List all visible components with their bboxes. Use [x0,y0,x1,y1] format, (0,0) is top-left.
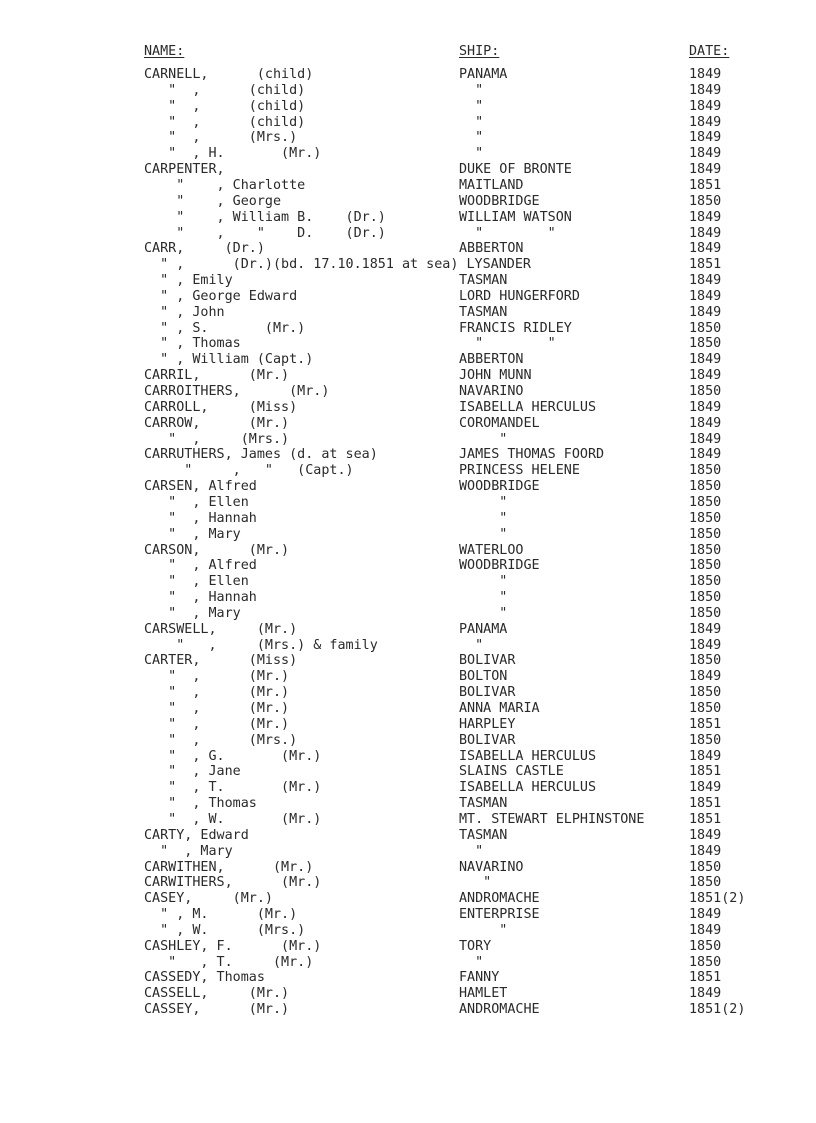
arrival-date: 1850 [689,875,722,891]
list-row [0,796,816,812]
arrival-date: 1849 [689,304,722,320]
ship-name: ANNA MARIA [459,701,540,716]
ship-name: MT. STEWART ELPHINSTONE [459,811,645,827]
list-row [0,447,816,463]
arrival-date: 1849 [689,986,722,1002]
ship-name: BOLIVAR [459,653,516,669]
passenger-name: CARPENTER, [144,162,225,178]
passenger-name: CARRUTHERS, James (d. at sea) [144,447,378,463]
arrival-date: 1849 [689,748,722,764]
ship-name: ABBERTON [459,241,524,257]
arrival-date: 1850 [689,685,722,701]
passenger-name: " , T. (Mr.) [144,780,322,796]
arrival-date: 1849 [689,225,722,241]
list-row [0,828,816,844]
list-row [0,194,816,210]
arrival-date: 1849 [689,67,722,82]
ship-name: TORY [459,938,492,954]
arrival-date: 1849 [689,146,722,162]
list-row [0,400,816,416]
arrival-date: 1850 [689,574,722,590]
passenger-name: " , M. (Mr.) [144,907,298,923]
ship-name: HAMLET [459,986,508,1002]
passenger-name: " , Thomas [144,336,241,352]
passenger-name: CASSEY, (Mr.) [144,1002,290,1018]
arrival-date: 1849 [689,669,722,685]
ship-name: " [459,843,484,859]
arrival-date: 1849 [689,98,722,114]
ship-name: TASMAN [459,304,508,320]
list-row [0,970,816,986]
arrival-date: 1849 [689,114,722,130]
passenger-name: CASHLEY, F. (Mr.) [144,938,322,954]
arrival-date: 1850 [689,605,722,621]
list-row [0,653,816,669]
ship-name: SLAINS CASTLE [459,764,564,780]
ship-name: " " [459,336,556,352]
ship-name: " [459,431,508,447]
list-row [0,495,816,511]
ship-name: ISABELLA HERCULUS [459,780,597,796]
arrival-date: 1850 [689,193,722,209]
arrival-date: 1851 [689,970,722,986]
list-row [0,558,816,574]
list-row [0,416,816,432]
name-column-header: NAME: [144,44,185,59]
date-column-header: DATE: [689,44,730,59]
arrival-date: 1849 [689,352,722,368]
arrival-date: 1849 [689,907,722,923]
passenger-name: CARROITHERS, (Mr.) [144,384,330,399]
passenger-name: " , Charlotte [144,177,306,193]
list-row [0,733,816,749]
passenger-name: CASSEDY, Thomas [144,970,265,986]
list-row [0,241,816,257]
arrival-date: 1849 [689,399,722,415]
list-row [0,479,816,495]
ship-name: " [459,954,484,970]
ship-name: NAVARINO [459,384,524,399]
list-row [0,336,816,352]
arrival-date: 1850 [689,384,722,399]
passenger-name: CARSEN, Alfred [144,479,257,495]
passenger-name: CASEY, (Mr.) [144,891,273,907]
ship-name: DUKE OF BRONTE [459,162,572,178]
list-row [0,368,816,384]
passenger-name: CARTY, Edward [144,827,249,843]
passenger-name: " , (child) [144,114,306,130]
arrival-date: 1850 [689,954,722,970]
passenger-name: " , Hannah [144,590,257,606]
ship-name: BOLTON [459,669,508,685]
list-row [0,210,816,226]
list-row [0,162,816,178]
arrival-date: 1850 [689,510,722,526]
passenger-name: CARROW, (Mr.) [144,415,290,431]
ship-name: NAVARINO [459,859,524,875]
list-row [0,923,816,939]
list-row [0,844,816,860]
ship-name: " [459,510,508,526]
arrival-date: 1850 [689,542,722,558]
list-row [0,352,816,368]
ship-name: FRANCIS RIDLEY [459,320,572,336]
ship-name: " [459,98,484,114]
arrival-date: 1849 [689,780,722,796]
ship-name: WILLIAM WATSON [459,209,572,225]
passenger-name: " , Thomas [144,796,257,812]
arrival-date: 1849 [689,162,722,178]
passenger-name: " , Ellen [144,494,249,510]
arrival-date: 1851(2) [689,1002,746,1018]
passenger-name: " , William B. (Dr.) [144,209,386,225]
list-row [0,574,816,590]
arrival-date: 1851 [689,764,722,780]
arrival-date: 1850 [689,336,722,352]
list-row [0,432,816,448]
passenger-name: " , Alfred [144,558,257,574]
passenger-name: " , (Mr.) [144,701,290,716]
arrival-date: 1850 [689,479,722,495]
ship-name: LORD HUNGERFORD [459,288,580,304]
list-row [0,860,816,876]
passenger-name: CARSON, (Mr.) [144,542,290,558]
arrival-date: 1850 [689,653,722,669]
ship-name: " [459,82,484,98]
list-row [0,321,816,337]
arrival-date: 1849 [689,922,722,938]
list-row [0,638,816,654]
list-row [0,875,816,891]
ship-name: WOODBRIDGE [459,193,540,209]
list-row [0,305,816,321]
passenger-name: " , (Mrs.) [144,732,298,748]
ship-name: ABBERTON [459,352,524,368]
list-row [0,384,816,400]
arrival-date: 1850 [689,732,722,748]
ship-name: HARPLEY [459,716,516,732]
list-row [0,812,816,828]
passenger-name: " , W. (Mrs.) [144,922,306,938]
passenger-name: CARTER, (Miss) [144,653,298,669]
ship-name: " [459,922,508,938]
ship-name: " [459,875,492,891]
arrival-date: 1849 [689,621,722,637]
ship-name: JOHN MUNN [459,368,532,384]
passenger-name: " , H. (Mr.) [144,146,322,162]
ship-name: " [459,114,484,130]
arrival-date: 1850 [689,558,722,574]
passenger-name: " , (Mr.) [144,669,290,685]
column-header-row [0,44,816,60]
passenger-name: " , " D. (Dr.) [144,225,386,241]
passenger-name: CARR, (Dr.) [144,241,265,257]
passenger-name: " , (child) [144,98,306,114]
passenger-name: CASSELL, (Mr.) [144,986,290,1002]
list-row [0,622,816,638]
ship-name: TASMAN [459,273,508,289]
passenger-name: " , G. (Mr.) [144,748,322,764]
list-row [0,99,816,115]
arrival-date: 1849 [689,241,722,257]
list-row [0,527,816,543]
list-row [0,257,816,273]
arrival-date: 1849 [689,82,722,98]
passenger-name: CARWITHERS, (Mr.) [144,875,322,891]
arrival-date: 1850 [689,590,722,606]
arrival-date: 1849 [689,209,722,225]
list-row [0,891,816,907]
list-row [0,685,816,701]
list-row [0,669,816,685]
passenger-name: " , (child) [144,82,306,98]
ship-name: " [459,637,484,653]
ship-name: WOODBRIDGE [459,558,540,574]
ship-name: " [459,574,508,590]
ship-name: JAMES THOMAS FOORD [459,447,605,463]
arrival-date: 1851 [689,716,722,732]
arrival-date: 1851 [689,811,722,827]
list-row [0,764,816,780]
arrival-date: 1850 [689,526,722,542]
passenger-name: " , Mary [144,843,233,859]
list-row [0,701,816,717]
arrival-date: 1849 [689,827,722,843]
arrival-date: 1849 [689,637,722,653]
arrival-date: 1851 [689,257,722,273]
list-row [0,273,816,289]
list-row [0,543,816,559]
ship-name: " [459,526,508,542]
passenger-name: " , George [144,193,282,209]
list-row [0,907,816,923]
ship-name: BOLIVAR [459,732,516,748]
ship-name: TASMAN [459,796,508,812]
ship-name: MAITLAND [459,177,524,193]
list-row [0,463,816,479]
ship-name: " [459,590,508,606]
ship-name: WATERLOO [459,542,524,558]
ship-name: PANAMA [459,621,508,637]
list-row [0,83,816,99]
arrival-date: 1850 [689,859,722,875]
ship-name: " [459,130,484,146]
list-row [0,289,816,305]
arrival-date: 1850 [689,938,722,954]
arrival-date: 1851 [689,796,722,812]
list-row [0,67,816,83]
ship-column-header: SHIP: [459,44,500,59]
ship-name: ANDROMACHE [459,1002,540,1018]
passenger-name: " , Ellen [144,574,249,590]
passenger-name: " , John [144,304,225,320]
ship-name: " [459,146,484,162]
ship-name: ISABELLA HERCULUS [459,748,597,764]
list-row [0,955,816,971]
arrival-date: 1850 [689,701,722,716]
ship-name: WOODBRIDGE [459,479,540,495]
passenger-name: " , (Mrs.) [144,130,298,146]
list-row [0,749,816,765]
ship-name: ENTERPRISE [459,907,540,923]
passenger-name: CARWITHEN, (Mr.) [144,859,314,875]
list-row [0,1002,816,1018]
ship-name: PANAMA [459,67,508,82]
list-row [0,717,816,733]
passenger-name: " , Mary [144,526,241,542]
passenger-name: " , (Mr.) [144,716,290,732]
passenger-name: " , T. (Mr.) [144,954,314,970]
arrival-date: 1850 [689,494,722,510]
passenger-name: " , " (Capt.) [144,463,354,479]
passenger-name: " , Jane [144,764,241,780]
passenger-name: CARROLL, (Miss) [144,399,298,415]
arrival-date: 1850 [689,463,722,479]
ship-name: ANDROMACHE [459,891,540,907]
list-row [0,146,816,162]
passenger-name: " , (Mrs.) & family [144,637,378,653]
list-row [0,780,816,796]
passenger-name: CARRIL, (Mr.) [144,368,290,384]
passenger-name: " , William (Capt.) [144,352,314,368]
arrival-date: 1849 [689,273,722,289]
passenger-name: " , (Mrs.) [144,431,290,447]
ship-name: " [459,605,508,621]
ship-name: ISABELLA HERCULUS [459,399,597,415]
arrival-date: 1849 [689,415,722,431]
ship-name: " [459,494,508,510]
ship-name: PRINCESS HELENE [459,463,580,479]
arrival-date: 1851(2) [689,891,746,907]
list-row [0,606,816,622]
arrival-date: 1849 [689,288,722,304]
passenger-name: CARNELL, (child) [144,67,314,82]
passenger-name: " , W. (Mr.) [144,811,322,827]
arrival-date: 1851 [689,177,722,193]
passenger-name: " , Hannah [144,510,257,526]
passenger-name: " , Mary [144,605,241,621]
ship-name: FANNY [459,970,500,986]
passenger-name: CARSWELL, (Mr.) [144,621,298,637]
list-row [0,226,816,242]
arrival-date: 1849 [689,368,722,384]
ship-name: TASMAN [459,827,508,843]
arrival-date: 1849 [689,130,722,146]
arrival-date: 1849 [689,843,722,859]
list-row [0,939,816,955]
list-row [0,178,816,194]
arrival-date: 1849 [689,447,722,463]
passenger-name: " , Emily [144,273,233,289]
list-row [0,115,816,131]
list-row [0,986,816,1002]
passenger-name: " , George Edward [144,288,298,304]
list-row [0,590,816,606]
ship-name: BOLIVAR [459,685,516,701]
ship-name: " " [459,225,556,241]
arrival-date: 1849 [689,431,722,447]
ship-name: COROMANDEL [459,415,540,431]
passenger-name: " , (Mr.) [144,685,290,701]
list-row [0,130,816,146]
passenger-name: " , (Dr.)(bd. 17.10.1851 at sea) LYSANDER [144,257,531,273]
list-row [0,511,816,527]
passenger-name: " , S. (Mr.) [144,320,306,336]
arrival-date: 1850 [689,320,722,336]
